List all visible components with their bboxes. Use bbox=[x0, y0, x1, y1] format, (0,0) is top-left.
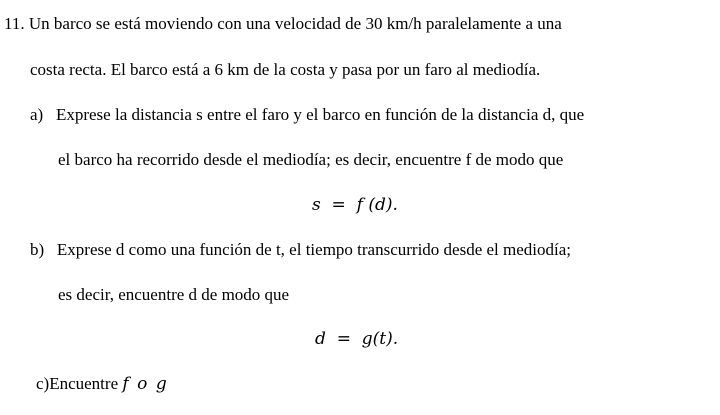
part-a-text-1: Exprese la distancia s entre el faro y el barco en función de la distancia d, que bbox=[55, 105, 585, 124]
eq-a-equals: = bbox=[331, 195, 346, 215]
eq-b-equals: = bbox=[336, 329, 351, 349]
eq-b-arg: (t). bbox=[372, 329, 399, 349]
part-b-text-1: Exprese d como una función de t, el tiempo transcurrido desde el mediodía; bbox=[56, 240, 572, 259]
part-a-line-1 bbox=[30, 105, 584, 125]
part-c-expr-o: o bbox=[137, 374, 148, 394]
problem-text-2: costa recta. El barco está a 6 km de la costa y pasa por un faro al mediodía. bbox=[30, 60, 541, 79]
part-c-line bbox=[36, 374, 167, 394]
problem-text-1: Un barco se está moviendo con una velocidad de 30 km/h paralelamente a una bbox=[28, 14, 562, 33]
problem-number: 11. bbox=[4, 14, 25, 33]
eq-b-lhs: d bbox=[315, 329, 326, 349]
equation-s-f-d bbox=[312, 195, 398, 215]
part-c-expr-f: f bbox=[122, 374, 129, 394]
part-a-text-2: el barco ha recorrido desde el mediodía; es decir, encuentre f de modo que bbox=[58, 150, 564, 169]
part-b-text-2: es decir, encuentre d de modo que bbox=[58, 285, 290, 304]
eq-a-lhs: s bbox=[312, 195, 321, 215]
eq-a-func: f bbox=[356, 195, 363, 215]
part-c-expr-g: g bbox=[155, 374, 167, 394]
problem-line-1 bbox=[4, 14, 562, 34]
part-b-label: b) bbox=[30, 240, 45, 259]
eq-b-func: g bbox=[361, 329, 373, 349]
part-c-label: c)Encuentre bbox=[36, 374, 119, 393]
part-a-label: a) bbox=[30, 105, 44, 124]
eq-a-arg: (d). bbox=[368, 195, 398, 215]
equation-d-g-t bbox=[315, 329, 398, 349]
part-b-line-1 bbox=[30, 240, 571, 260]
